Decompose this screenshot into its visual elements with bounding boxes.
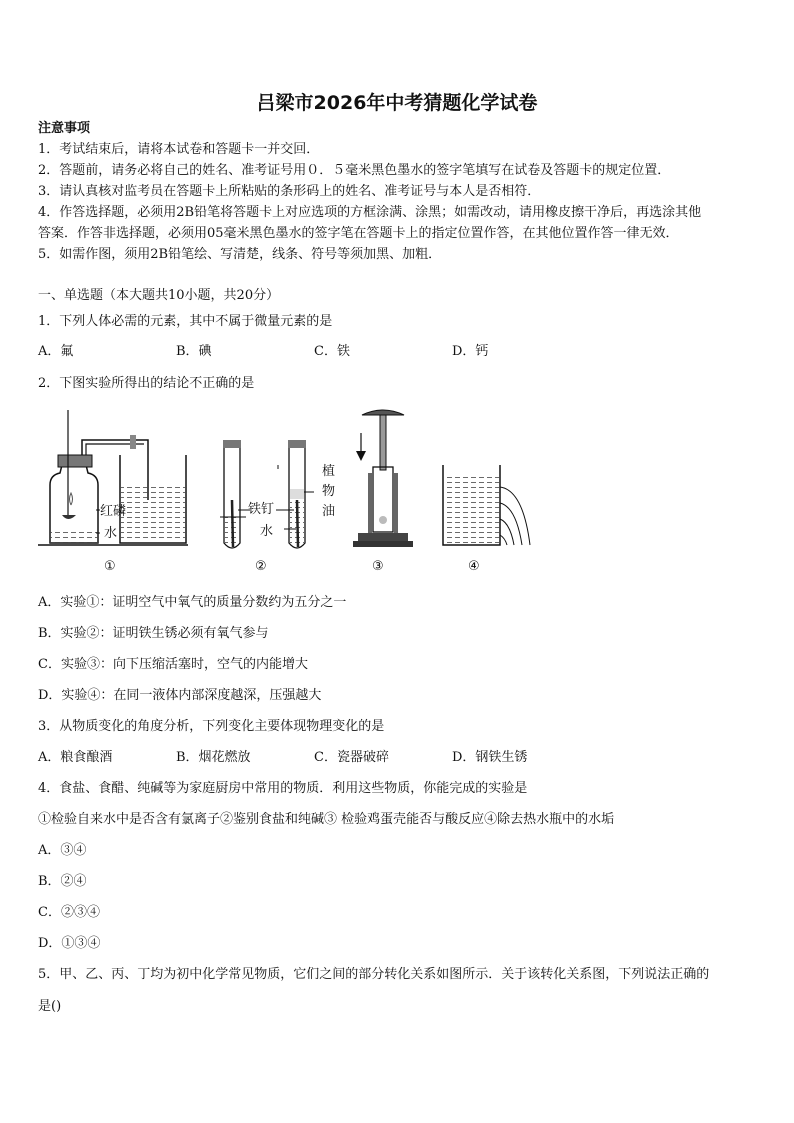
label-iron-nail: 铁钉: [248, 502, 275, 517]
label-veg-2: 物: [322, 484, 336, 499]
option-a: A．③④: [38, 843, 87, 858]
experiment-figure: [38, 405, 558, 575]
option-b: B．碘: [176, 344, 212, 359]
notice-item: 4．作答选择题，必须用2B铅笔将答题卡上对应选项的方框涂满、涂黑；如需改动，请用橡皮擦干净后，再选涂其他: [38, 205, 702, 220]
notice-item: 2．答题前，请务必将自己的姓名、准考证号用０．５毫米黑色墨水的签字笔填写在试卷及答题卡的规定位置．: [38, 163, 671, 178]
question-stem: 1．下列人体必需的元素，其中不属于微量元素的是: [38, 314, 333, 329]
label-water-2: 水: [260, 524, 274, 539]
section-heading: 一、单选题（本大题共10小题，共20分）: [38, 288, 280, 303]
option-d: D．①③④: [38, 936, 101, 951]
notice-item: 3．请认真核对监考员在答题卡上所粘贴的条形码上的姓名、准考证号与本人是否相符．: [38, 184, 541, 199]
option-a: A．粮食酿酒: [38, 750, 113, 765]
notice-heading: 注意事项: [38, 121, 91, 136]
question-stem: 3．从物质变化的角度分析，下列变化主要体现物理变化的是: [38, 719, 385, 734]
label-n3: ③: [372, 559, 384, 574]
option-d: D．钙: [452, 344, 489, 359]
question-stem: 4．食盐、食醋、纯碱等为家庭厨房中常用的物质．利用这些物质，你能完成的实验是: [38, 781, 528, 796]
option-b: B．实验②：证明铁生锈必须有氧气参与: [38, 626, 269, 641]
experiment-3-compression-syringe: [353, 410, 413, 547]
experiment-1-apparatus: [38, 410, 188, 545]
notice-item: 1．考试结束后，请将本试卷和答题卡一并交回．: [38, 142, 320, 157]
label-n4: ④: [468, 559, 480, 574]
option-c: C．实验③：向下压缩活塞时，空气的内能增大: [38, 657, 308, 672]
option-b: B．烟花燃放: [176, 750, 251, 765]
question-items: ①检验自来水中是否含有氯离子②鉴别食盐和纯碱③ 检验鸡蛋壳能否与酸反应④除去热水瓶中的水垢: [38, 812, 615, 827]
option-d: D．实验④：在同一液体内部深度越深，压强越大: [38, 688, 322, 703]
option-c: C．②③④: [38, 905, 100, 920]
option-b: B．②④: [38, 874, 87, 889]
experiment-4-water-container: [443, 465, 530, 545]
option-d: D．钢铁生锈: [452, 750, 528, 765]
notice-item: 5．如需作图，须用2B铅笔绘、写清楚，线条、符号等须加黑、加粗．: [38, 247, 442, 262]
label-red-phosphorus: 红磷: [100, 504, 127, 519]
label-veg-1: 植: [322, 464, 336, 479]
notice-item: 答案．作答非选择题，必须用05毫米黑色墨水的签字笔在答题卡上的指定位置作答，在其他位置作答一律无效．: [38, 226, 679, 241]
label-water-1: 水: [104, 526, 118, 541]
question-stem: 5．甲、乙、丙、丁均为初中化学常见物质，它们之间的部分转化关系如图所示．关于该转化关系图，下列说法正确的: [38, 967, 710, 982]
label-n1: ①: [104, 559, 116, 574]
question-stem: 2．下图实验所得出的结论不正确的是: [38, 376, 255, 391]
option-a: A．实验①：证明空气中氧气的质量分数约为五分之一: [38, 595, 347, 610]
option-c: C．铁: [314, 344, 350, 359]
option-a: A．氟: [38, 344, 74, 359]
label-n2: ②: [255, 559, 267, 574]
page-title: 吕梁市2026年中考猜题化学试卷: [256, 92, 538, 114]
label-veg-3: 油: [322, 504, 336, 519]
question-stem-continued: 是(): [38, 999, 62, 1014]
option-c: C．瓷器破碎: [314, 750, 389, 765]
